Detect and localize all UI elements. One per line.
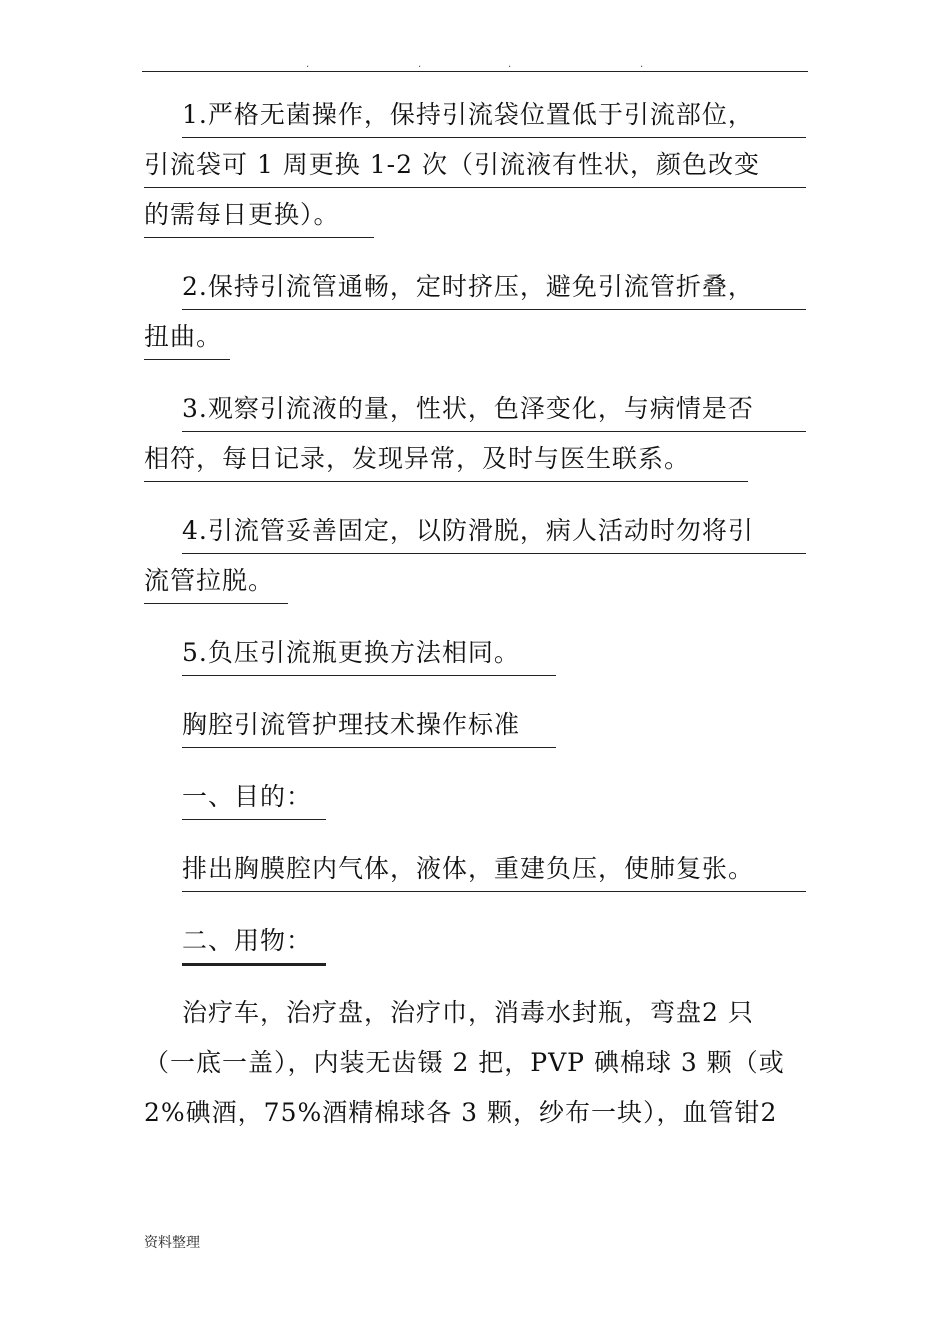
- underline: [144, 481, 748, 482]
- underline: [182, 137, 806, 138]
- underline: [182, 747, 556, 748]
- item-2-line-1: 2.保持引流管通畅，定时挤压，避免引流管折叠，: [182, 272, 754, 301]
- item-1-line-1: 1.严格无菌操作，保持引流袋位置低于引流部位，: [182, 100, 754, 129]
- underline: [144, 187, 806, 188]
- item-3-line-2: 相符，每日记录，发现异常，及时与医生联系。: [144, 444, 691, 473]
- header-mark: .: [640, 59, 644, 70]
- header-mark: .: [418, 59, 422, 70]
- underline: [144, 359, 230, 360]
- underline: [182, 819, 326, 820]
- item-4-line-2: 流管拉脱。: [144, 566, 275, 595]
- underline: [182, 309, 806, 310]
- supplies-line-3: 2%碘酒，75%酒精棉球各 3 颗，纱布一块），血管钳2: [144, 1098, 778, 1127]
- underline: [144, 237, 374, 238]
- section-title: 胸腔引流管护理技术操作标准: [182, 710, 521, 739]
- item-3-line-1: 3.观察引流液的量，性状，色泽变化，与病情是否: [182, 394, 754, 423]
- heading-purpose: 一、目的：: [182, 782, 313, 811]
- item-1-line-3: 的需每日更换）。: [144, 200, 340, 229]
- item-2-line-2: 扭曲。: [144, 322, 223, 351]
- underline: [182, 891, 806, 892]
- item-1-line-2: 引流袋可 1 周更换 1-2 次（引流液有性状，颜色改变: [144, 150, 760, 179]
- item-4-line-1: 4.引流管妥善固定，以防滑脱，病人活动时勿将引: [182, 516, 754, 545]
- underline: [182, 553, 806, 554]
- underline: [144, 603, 288, 604]
- header-rule: [142, 71, 808, 72]
- underline: [182, 675, 556, 676]
- header-mark: .: [306, 59, 310, 70]
- underline: [182, 431, 806, 432]
- footer-label: 资料整理: [144, 1235, 200, 1251]
- supplies-line-2: （一底一盖），内装无齿镊 2 把，PVP 碘棉球 3 颗（或: [144, 1048, 785, 1077]
- header-mark: .: [508, 59, 512, 70]
- heading-supplies: 二、用物：: [182, 926, 313, 955]
- purpose-text: 排出胸膜腔内气体，液体，重建负压，使肺复张。: [182, 854, 755, 883]
- supplies-line-1: 治疗车，治疗盘，治疗巾，消毒水封瓶，弯盘2 只: [182, 998, 754, 1027]
- underline: [182, 963, 326, 966]
- item-5-line: 5.负压引流瓶更换方法相同。: [182, 638, 520, 667]
